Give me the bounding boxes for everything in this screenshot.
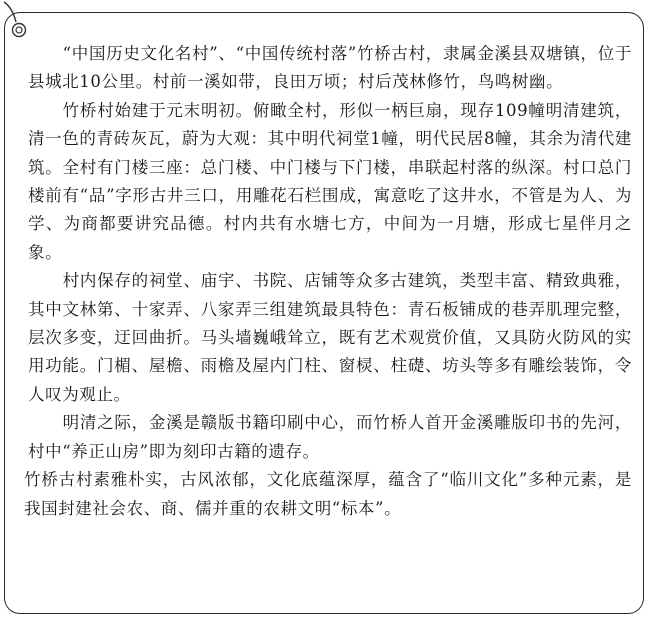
paragraph-history: 竹桥村始建于元末明初。俯瞰全村，形似一柄巨扇，现存109幢明清建筑，清一色的青砖灰瓦，蔚为大观：其中明代祠堂1幢，明代民居8幢，其余为清代建筑。全村有门楼三座：总门楼、中门楼与下门楼，串联起村落的纵深。村口总门楼前有“品”字形古井三口，用雕花石栏围成，寓意吃了这井水，不管是为人、为学、为商都要讲究品德。村内共有水塘七方，中间为一月塘，形成七星伴月之象。	[28, 100, 632, 262]
paragraph-architecture: 村内保存的祠堂、庙宇、书院、店铺等众多古建筑，类型丰富、精致典雅，其中文林第、十家弄、八家弄三组建筑最具特色：青石板铺成的巷弄肌理完整，层次多变，迂回曲折。马头墙巍峨耸立，既有艺术观赏价值，又具防火防风的实用功能。门楣、屋檐、雨檐及屋内门柱、窗棂、柱礎、坊头等多有雕绘装饰，令人叹为观止。	[28, 271, 632, 404]
article-body	[24, 40, 632, 523]
paper-clip-icon	[2, 0, 36, 42]
paragraph-printing: 明清之际，金溪是赣版书籍印刷中心，而竹桥人首开金溪雕版印书的先河，村中“养正山房”即为刻印古籍的遗存。	[28, 413, 632, 461]
paragraph-intro: “中国历史文化名村”、“中国传统村落”竹桥古村，隶属金溪县双塘镇，位于县城北10公里。村前一溪如带，良田万顷；村后茂林修竹，鸟鸣树幽。	[28, 44, 632, 92]
paragraph-conclusion: 竹桥古村素雅朴实，古风浓郁，文化底蕴深厚，蕴含了“临川文化”多种元素，是我国封建社会农、商、儒并重的农耕文明“标本”。	[24, 470, 632, 518]
